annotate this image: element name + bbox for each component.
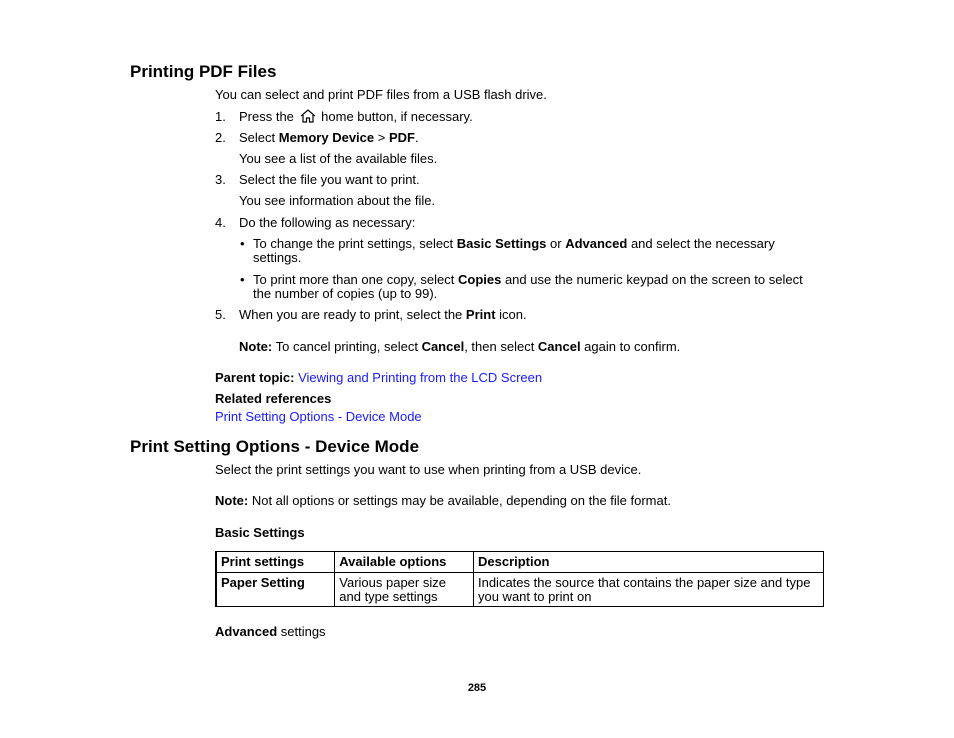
section-title-print-setting-options: Print Setting Options - Device Mode — [130, 437, 420, 456]
step-1: Press the home button, if necessary. — [239, 109, 473, 124]
bullet-marker: • — [240, 272, 245, 287]
table-header: Description — [473, 552, 823, 573]
table-header-row — [216, 552, 824, 573]
step-2-result: You see a list of the available files. — [239, 151, 438, 166]
parent-topic: Parent topic: Viewing and Printing from the LCD Screen — [215, 370, 543, 385]
table-cell: Paper Setting — [216, 573, 335, 607]
step-number: 3. — [215, 172, 226, 187]
page-number: 285 — [467, 682, 487, 694]
step-5: When you are ready to print, select the Print icon. — [239, 307, 527, 322]
related-references-label: Related references — [215, 391, 332, 406]
step-4: Do the following as necessary: — [239, 215, 416, 230]
intro-text: You can select and print PDF files from a USB flash drive. — [215, 87, 547, 102]
advanced-settings-heading: Advanced settings — [215, 624, 326, 639]
bullet-marker: • — [240, 236, 245, 251]
table-header: Print settings — [216, 552, 335, 573]
table-row — [216, 573, 824, 607]
step-3-result: You see information about the file. — [239, 193, 436, 208]
section2-note: Note: Not all options or settings may be available, depending on the file format. — [215, 493, 671, 508]
note-cancel: Note: To cancel printing, select Cancel, then select Cancel again to confirm. — [239, 339, 681, 354]
basic-settings-table — [215, 551, 824, 607]
home-icon — [300, 109, 316, 123]
table-header: Available options — [335, 552, 474, 573]
parent-topic-link[interactable]: Viewing and Printing from the LCD Screen — [298, 370, 543, 385]
table-cell: Indicates the source that contains the paper size and type you want to print on — [473, 573, 823, 607]
step-2: Select Memory Device > PDF. — [239, 130, 419, 145]
bullet-item-copies: To print more than one copy, select Copies and use the numeric keypad on the screen to select the number of copies (up to 99). — [253, 272, 803, 301]
step-number: 1. — [215, 109, 226, 124]
bullet-item-print-settings: To change the print settings, select Basic Settings or Advanced and select the necessary settings. — [253, 236, 775, 265]
basic-settings-heading: Basic Settings — [215, 525, 305, 540]
step-3: Select the file you want to print. — [239, 172, 420, 187]
related-reference-link[interactable] — [215, 409, 422, 424]
step-number: 2. — [215, 130, 226, 145]
step-number: 4. — [215, 215, 226, 230]
section-title-printing-pdf: Printing PDF Files — [130, 62, 277, 81]
section2-intro: Select the print settings you want to use when printing from a USB device. — [215, 462, 642, 477]
table-cell: Various paper size and type settings — [335, 573, 474, 607]
step-number: 5. — [215, 307, 226, 322]
print-setting-options-link[interactable]: Print Setting Options - Device Mode — [215, 409, 422, 424]
